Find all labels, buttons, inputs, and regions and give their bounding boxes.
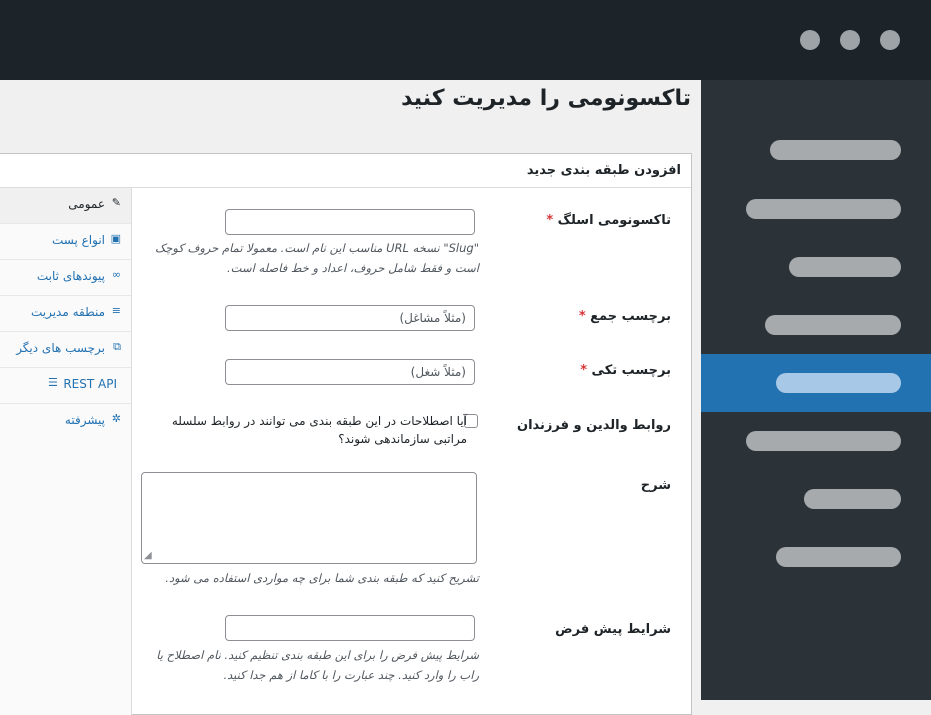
sidebar-menu-item[interactable] — [746, 199, 901, 219]
tab-label: REST API — [63, 377, 117, 391]
database-icon: ☰ — [48, 376, 58, 389]
singular-placeholder: (مثلاً شغل) — [410, 365, 466, 379]
window-dot-icon — [800, 30, 820, 50]
add-taxonomy-panel — [0, 153, 692, 715]
wrench-icon: ✎ — [111, 196, 121, 209]
description-help: تشریح کنید که طبقه بندی شما برای چه مواردی استفاده می شود. — [165, 571, 479, 585]
admin-sidebar — [701, 80, 931, 700]
sidebar-menu-item-active[interactable] — [701, 354, 931, 412]
slug-help: "Slug" نسخه URL مناسب این نام است. معمولا تمام حروف کوچک است و فقط شامل حروف، اعداد و خط فاصله است. — [154, 241, 479, 275]
singular-label: برچسب تکی * — [580, 363, 671, 378]
tab-label: برچسب های دیگر — [16, 341, 105, 355]
sidebar-menu-item[interactable] — [804, 489, 901, 509]
default-terms-label: شرایط پیش فرض — [555, 622, 671, 637]
plural-label-input[interactable] — [225, 305, 475, 331]
plural-placeholder: (مثلاً مشاغل) — [399, 311, 466, 325]
description-label: شرح — [640, 478, 671, 493]
resize-grip-icon[interactable]: ◢ — [144, 550, 152, 561]
tab-other-labels[interactable] — [0, 332, 131, 368]
panel-header — [0, 154, 691, 188]
tab-admin-area[interactable] — [0, 296, 131, 332]
tab-label: منطقه مدیریت — [30, 305, 105, 319]
main-content — [0, 80, 701, 700]
window-dot-icon — [880, 30, 900, 50]
sidebar-menu-item[interactable] — [765, 315, 901, 335]
sidebar-menu-item[interactable] — [746, 431, 901, 451]
settings-tabs — [0, 188, 132, 715]
description-textarea[interactable] — [141, 472, 477, 564]
default-terms-input[interactable] — [225, 615, 475, 641]
singular-label-input[interactable] — [225, 359, 475, 385]
slug-label: تاکسونومی اسلگ * — [546, 213, 671, 228]
sidebar-menu-item[interactable] — [789, 257, 901, 277]
tab-label: پیشرفته — [64, 413, 105, 427]
menu-icon: ≡ — [111, 304, 121, 317]
window-dot-icon — [840, 30, 860, 50]
sidebar-menu-item[interactable] — [776, 547, 901, 567]
link-icon: ∞ — [111, 268, 121, 281]
sidebar-menu-item[interactable] — [770, 140, 901, 160]
window-titlebar — [0, 0, 931, 80]
sidebar-active-label — [776, 373, 901, 393]
plural-label: برچسب جمع * — [578, 309, 671, 324]
tab-label: انواع پست — [51, 233, 105, 247]
tab-post-types[interactable] — [0, 224, 131, 260]
hierarchical-checkbox-label: آیا اصطلاحات در این طبقه بندی می توانند در روابط سلسله مراتبی سازماندهی شوند؟ — [171, 414, 467, 446]
tab-general[interactable] — [0, 188, 131, 224]
page-title: تاکسونومی را مدیریت کنید — [401, 86, 691, 111]
post-icon: ▣ — [110, 232, 121, 245]
hierarchical-label: روابط والدین و فرزندان — [516, 418, 671, 433]
translate-icon: ⧉ — [113, 340, 121, 353]
panel-title: افزودن طبقه بندی جدید — [526, 163, 681, 178]
tab-label: پیوندهای ثابت — [36, 269, 105, 283]
gear-icon: ✲ — [111, 412, 121, 425]
slug-input[interactable] — [225, 209, 475, 235]
tab-advanced[interactable] — [0, 404, 131, 440]
tab-rest-api[interactable] — [0, 368, 131, 404]
tab-label: عمومی — [68, 197, 105, 211]
default-terms-help: شرایط پیش فرض را برای این طبقه بندی تنظیم کنید. نام اصطلاح یا راب را وارد کنید. چند عبارت را با کاما از هم جدا کنید. — [156, 648, 479, 682]
tab-permalinks[interactable] — [0, 260, 131, 296]
